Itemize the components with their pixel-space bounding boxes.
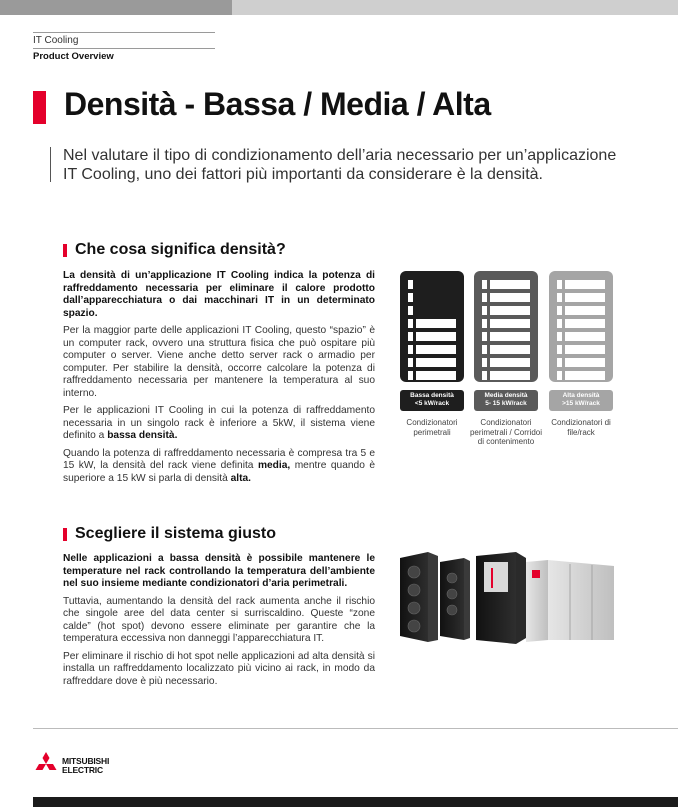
section-marker <box>63 244 67 257</box>
rack-caption: Condizionatori perimetrali / Corridoi di contenimento <box>469 418 543 446</box>
lead-paragraph: Nelle applicazioni a bassa densità è possibile mantenere le temperature nel rack controllando la temperatura dell’ambiente nel suo insieme mediante condizionatori d’aria perimetrali. <box>63 553 375 589</box>
rack-slot <box>482 345 530 354</box>
section-body-density <box>63 270 375 490</box>
rack-slot <box>408 358 456 367</box>
intro-line: IT Cooling, uno dei fattori più importanti da considerare è la densità. <box>63 166 543 183</box>
footer-band <box>33 797 678 807</box>
rack-slot <box>557 319 605 328</box>
rack-density-label: Bassa densità <5 kW/rack <box>400 390 464 411</box>
intro-line: Nel valutare il tipo di condizionamento dell’aria necessario per un’applicazione <box>63 147 617 164</box>
rack-slot <box>482 332 530 341</box>
rack-slot <box>408 306 456 315</box>
rack-caption: Condizionatori perimetrali <box>406 418 458 437</box>
rack-slot <box>557 332 605 341</box>
server-rack-icon <box>549 271 613 382</box>
body-paragraph: Per eliminare il rischio di hot spot nelle applicazioni ad alta densità si installa un raffreddamento localizzato più vicino ai rack, in modo da raffreddare dove è più necessario. <box>63 650 375 687</box>
rack-slot <box>557 358 605 367</box>
perimeter-unit-grey <box>548 560 614 640</box>
body-paragraph: Per le applicazioni IT Cooling in cui la potenza di raffreddamento necessaria in un singolo rack è inferiore a 5kW, il sistema viene definito a bassa densità. <box>63 405 375 441</box>
rack-slot <box>408 371 456 380</box>
server-rack-icon <box>474 271 538 382</box>
rack-slot <box>557 345 605 354</box>
section-body-choose-system <box>63 553 375 693</box>
intro-rule <box>50 147 51 182</box>
rack-slot <box>408 293 456 302</box>
section-heading-choose-system: Scegliere il sistema giusto <box>75 525 276 542</box>
rack-slot <box>408 332 456 341</box>
server-rack-icon <box>400 271 464 382</box>
rack-slot <box>482 306 530 315</box>
rack-slot <box>557 280 605 289</box>
mitsubishi-logo-icon <box>33 752 59 776</box>
intro-text <box>63 146 623 184</box>
rack-density-label: Media densità 5- 15 kW/rack <box>474 390 538 411</box>
rack-slot <box>482 319 530 328</box>
title-accent-bar <box>33 91 46 124</box>
logo-wordmark: MITSUBISHI ELECTRIC <box>62 756 110 775</box>
rack-slot <box>557 293 605 302</box>
rack-slot <box>482 371 530 380</box>
rack-slot <box>482 280 530 289</box>
section-heading-density: Che cosa significa densità? <box>75 241 286 258</box>
rack-slot <box>408 319 456 328</box>
rack-slot <box>482 293 530 302</box>
rack-slot <box>482 358 530 367</box>
lead-paragraph: La densità di un’applicazione IT Cooling indica la potenza di raffreddamento necessaria per eliminare il calore prodotto dall’apparecchiatura o dai macchinari IT in un determinato spazio. <box>63 270 375 319</box>
rack-density-label: Alta densità >15 kW/rack <box>549 390 613 411</box>
rack-slot <box>408 345 456 354</box>
body-paragraph: Tuttavia, aumentando la densità del rack aumenta anche il rischio che singole aree del data center si surriscaldino. Queste “zone calde” (hot spot) devono essere eliminate per garantire che la temperatura eccessiva non danneggi l’apparecchiatura IT. <box>63 595 375 644</box>
body-paragraph: Per la maggior parte delle applicazioni IT Cooling, questo “spazio” è un computer rack, ovvero una struttura fisica che può ospitare più computer o server. Viene anche detto server rack o armadio per computer. Per stabilire la densità, occorre calcolare la potenza di raffreddamento necessaria per mantenere la temperatura al suo interno. <box>63 325 375 399</box>
cooling-units-product-image <box>398 548 616 650</box>
breadcrumb-rule <box>33 48 215 49</box>
rack-slot <box>408 280 456 289</box>
header-band-light <box>232 0 678 15</box>
section-marker <box>63 528 67 541</box>
breadcrumb-section: IT Cooling <box>33 35 79 46</box>
body-paragraph: Quando la potenza di raffreddamento necessaria è compresa tra 5 e 15 kW, la densità del rack viene definita media, mentre quando è superiore a 15 kW si parla di densità alta. <box>63 447 376 484</box>
breadcrumb-rule <box>33 32 215 33</box>
footer-rule <box>33 728 678 729</box>
header-band-dark <box>0 0 232 15</box>
breadcrumb-page: Product Overview <box>33 51 114 62</box>
page-title: Densità - Bassa / Media / Alta <box>64 86 491 122</box>
rack-caption: Condizionatori di file/rack <box>551 418 611 437</box>
rack-slot <box>557 371 605 380</box>
rack-slot <box>557 306 605 315</box>
